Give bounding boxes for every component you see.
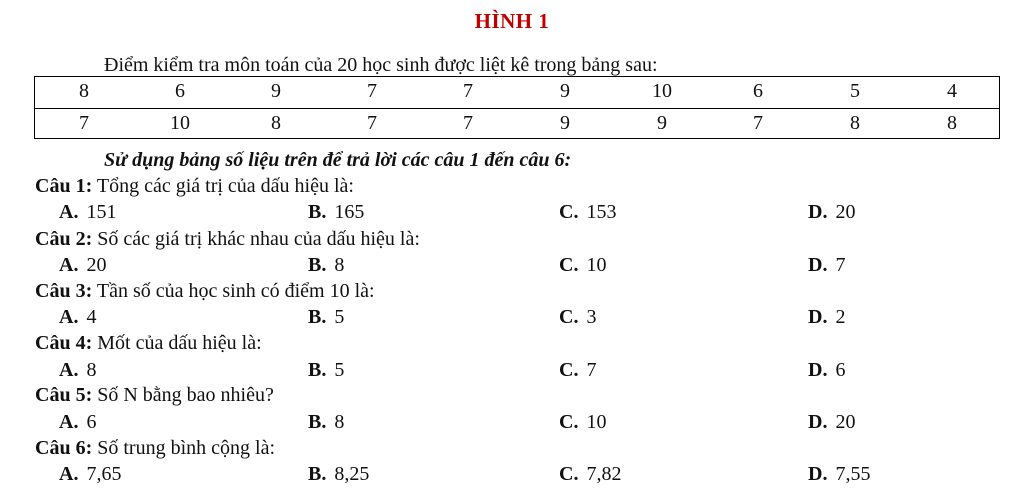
question-text: Tổng các giá trị của dấu hiệu là:	[96, 175, 354, 197]
table-cell: 9	[657, 112, 667, 134]
page-title: HÌNH 1	[474, 9, 550, 33]
option-value: 8	[334, 254, 345, 276]
question-text: Số N bằng bao nhiêu?	[97, 384, 274, 406]
instruction-text: Sử dụng bảng số liệu trên để trả lời các câu 1 đến câu 6:	[104, 149, 572, 171]
question-text: Số trung bình cộng là:	[97, 437, 275, 459]
option-b	[308, 254, 344, 277]
question-1	[35, 175, 354, 198]
option-value: 7	[835, 254, 846, 276]
question-text: Mốt của dấu hiệu là:	[97, 332, 262, 354]
option-d	[808, 359, 845, 382]
option-label: B.	[308, 463, 327, 485]
option-label: B.	[308, 254, 327, 276]
option-value: 2	[835, 306, 846, 328]
option-c	[559, 463, 621, 486]
table-cell: 7	[463, 80, 473, 102]
table-cell: 10	[652, 80, 672, 102]
question-6	[35, 437, 275, 460]
option-c	[559, 306, 596, 329]
option-value: 10	[586, 411, 607, 433]
option-c	[559, 359, 596, 382]
question-label: Câu 4:	[35, 332, 93, 354]
intro-text: Điểm kiểm tra môn toán của 20 học sinh được liệt kê trong bảng sau:	[104, 54, 658, 76]
table-cell: 8	[947, 112, 957, 134]
option-value: 6	[86, 411, 97, 433]
table-cell: 9	[560, 80, 570, 102]
option-value: 4	[86, 306, 97, 328]
question-label: Câu 3:	[35, 280, 93, 302]
option-label: C.	[559, 306, 579, 328]
option-value: 8	[86, 359, 97, 381]
option-value: 7,55	[835, 463, 871, 485]
table-cell: 8	[271, 112, 281, 134]
option-label: C.	[559, 201, 579, 223]
table-cell: 8	[79, 80, 89, 102]
table-cell: 7	[463, 112, 473, 134]
option-value: 3	[586, 306, 597, 328]
table-cell: 9	[271, 80, 281, 102]
question-text: Số các giá trị khác nhau của dấu hiệu là:	[97, 228, 420, 250]
option-a	[59, 359, 96, 382]
option-c	[559, 201, 616, 224]
table-cell: 6	[753, 80, 763, 102]
question-2	[35, 228, 420, 251]
option-value: 20	[835, 201, 856, 223]
option-value: 153	[586, 201, 617, 223]
option-value: 5	[334, 306, 345, 328]
table-cell: 4	[947, 80, 957, 102]
option-label: D.	[808, 201, 828, 223]
option-c	[559, 411, 606, 434]
option-value: 6	[835, 359, 846, 381]
option-label: D.	[808, 254, 828, 276]
table-row	[35, 108, 999, 140]
option-value: 10	[586, 254, 607, 276]
table-cell: 7	[367, 80, 377, 102]
option-value: 7	[586, 359, 597, 381]
question-text: Tần số của học sinh có điểm 10 là:	[96, 280, 375, 302]
option-value: 7,82	[586, 463, 622, 485]
option-value: 20	[835, 411, 856, 433]
question-label: Câu 5:	[35, 384, 93, 406]
table-cell: 7	[79, 112, 89, 134]
option-label: C.	[559, 359, 579, 381]
option-b	[308, 306, 344, 329]
option-a	[59, 201, 116, 224]
option-b	[308, 201, 364, 224]
option-label: C.	[559, 254, 579, 276]
option-label: A.	[59, 254, 79, 276]
option-value: 7,65	[86, 463, 122, 485]
question-5	[35, 384, 274, 407]
option-d	[808, 411, 855, 434]
option-d	[808, 306, 845, 329]
option-a	[59, 254, 106, 277]
option-label: D.	[808, 463, 828, 485]
option-a	[59, 411, 96, 434]
option-label: B.	[308, 411, 327, 433]
option-a	[59, 463, 121, 486]
table-cell: 5	[850, 80, 860, 102]
option-d	[808, 463, 870, 486]
question-4	[35, 332, 262, 355]
option-c	[559, 254, 606, 277]
option-label: D.	[808, 411, 828, 433]
option-value: 5	[334, 359, 345, 381]
score-table	[34, 76, 1000, 139]
option-b	[308, 411, 344, 434]
option-b	[308, 359, 344, 382]
option-label: A.	[59, 411, 79, 433]
table-cell: 9	[560, 112, 570, 134]
table-cell: 10	[170, 112, 190, 134]
table-cell: 8	[850, 112, 860, 134]
question-label: Câu 1:	[35, 175, 93, 197]
option-value: 151	[86, 201, 117, 223]
option-d	[808, 254, 845, 277]
option-value: 8,25	[334, 463, 370, 485]
option-value: 8	[334, 411, 345, 433]
option-label: C.	[559, 411, 579, 433]
question-3	[35, 280, 375, 303]
option-b	[308, 463, 369, 486]
option-label: A.	[59, 463, 79, 485]
table-cell: 6	[175, 80, 185, 102]
option-label: C.	[559, 463, 579, 485]
option-label: B.	[308, 306, 327, 328]
option-label: A.	[59, 201, 79, 223]
option-value: 165	[334, 201, 365, 223]
option-value: 20	[86, 254, 107, 276]
option-label: A.	[59, 359, 79, 381]
question-label: Câu 6:	[35, 437, 93, 459]
table-cell: 7	[753, 112, 763, 134]
question-label: Câu 2:	[35, 228, 93, 250]
table-cell: 7	[367, 112, 377, 134]
option-label: D.	[808, 306, 828, 328]
option-label: B.	[308, 201, 327, 223]
option-label: A.	[59, 306, 79, 328]
option-d	[808, 201, 855, 224]
option-label: D.	[808, 359, 828, 381]
option-a	[59, 306, 96, 329]
option-label: B.	[308, 359, 327, 381]
table-row	[35, 77, 999, 108]
